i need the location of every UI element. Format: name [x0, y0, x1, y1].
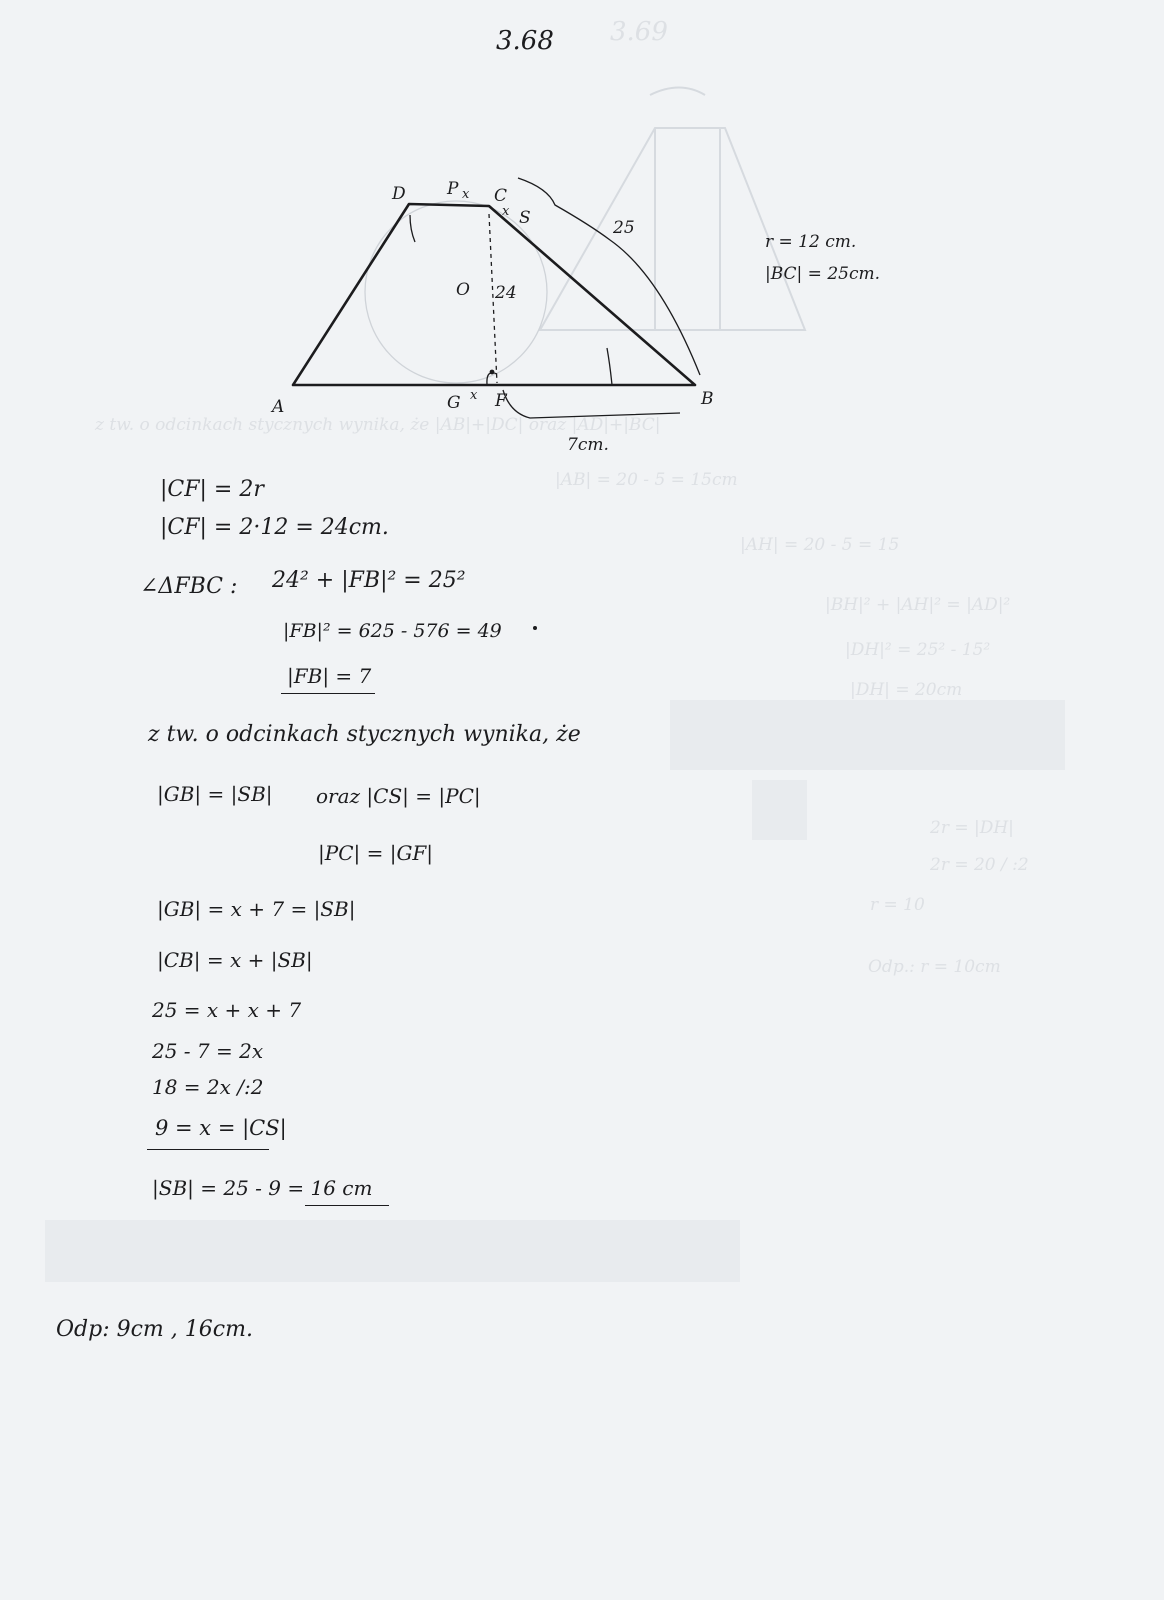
svg-text:Odp.: r = 10cm: Odp.: r = 10cm: [868, 957, 1001, 977]
side-bc-length: 25: [613, 218, 635, 238]
problem-number: 3.68: [496, 26, 554, 56]
solution-line-7a: |GB| = |SB|: [157, 782, 273, 806]
fb-underline: [281, 693, 375, 694]
solution-line-10: |CB| = x + |SB|: [157, 948, 313, 972]
solution-line-7b: oraz |CS| = |PC|: [316, 784, 481, 808]
solution-line-9: |GB| = x + 7 = |SB|: [157, 897, 356, 921]
x-mark-right: x: [502, 204, 510, 219]
solution-line-2: |CF| = 2·12 = 24cm.: [160, 515, 389, 540]
given-bc: |BC| = 25cm.: [765, 264, 880, 284]
pythagoras-equation: 24² + |FB|² = 25²: [272, 568, 466, 593]
solution-line-11: 25 = x + x + 7: [152, 998, 302, 1022]
given-radius: r = 12 cm.: [765, 232, 857, 252]
solution-line-14: 9 = x = |CS|: [155, 1116, 287, 1140]
height-24-label: 24: [495, 283, 517, 303]
vertex-c-label: C: [494, 186, 508, 206]
brace-fb: [503, 390, 680, 418]
svg-text:|AH| = 20 - 5 = 15: |AH| = 20 - 5 = 15: [740, 535, 900, 555]
final-underline: [305, 1205, 389, 1206]
svg-text:3.69: 3.69: [610, 17, 668, 47]
x-mark-bottom: x: [470, 388, 478, 403]
vertex-d-label: D: [392, 184, 406, 204]
center-o-label: O: [456, 280, 470, 300]
svg-text:|DH| = 20cm: |DH| = 20cm: [850, 680, 963, 700]
tangent-theorem-text: z tw. o odcinkach stycznych wynika, że: [148, 722, 581, 747]
solution-line-8: |PC| = |GF|: [318, 841, 434, 865]
triangle-label: ∠ΔFBC :: [140, 574, 238, 599]
solution-line-1: |CF| = 2r: [160, 477, 264, 502]
solution-line-13: 18 = 2x /:2: [152, 1075, 264, 1099]
svg-text:2r = |DH|: 2r = |DH|: [930, 818, 1014, 838]
vertex-b-label: B: [701, 389, 714, 409]
point-f-label: F: [495, 391, 507, 411]
point-p-label: P: [447, 179, 459, 199]
svg-text:|BH|² + |AH|² = |AD|²: |BH|² + |AH|² = |AD|²: [825, 595, 1011, 615]
point-g-label: G: [447, 393, 461, 413]
x-mark-top: x: [462, 187, 470, 202]
svg-text:|AB| = 20 - 5 = 15cm: |AB| = 20 - 5 = 15cm: [555, 470, 738, 490]
solution-line-4: |FB|² = 625 - 576 = 49: [283, 620, 502, 642]
fb-length-label: 7cm.: [567, 435, 609, 455]
answer: Odp: 9cm , 16cm.: [56, 1317, 253, 1342]
solution-line-12: 25 - 7 = 2x: [152, 1039, 264, 1063]
svg-text:|DH|² = 25² - 15²: |DH|² = 25² - 15²: [845, 640, 991, 660]
solution-line-5: |FB| = 7: [287, 664, 372, 688]
svg-text:r = 10: r = 10: [870, 895, 925, 915]
svg-text:z tw. o odcinkach stycznych wy: z tw. o odcinkach stycznych wynika, że |AB|+|DC| oraz |AD|+|BC|: [95, 415, 661, 435]
result-underline: [147, 1149, 269, 1150]
solution-line-15: |SB| = 25 - 9 = 16 cm: [152, 1176, 373, 1200]
vertex-a-label: A: [272, 397, 285, 417]
svg-text:2r = 20 / :2: 2r = 20 / :2: [930, 855, 1029, 875]
point-s-label: S: [519, 208, 531, 228]
